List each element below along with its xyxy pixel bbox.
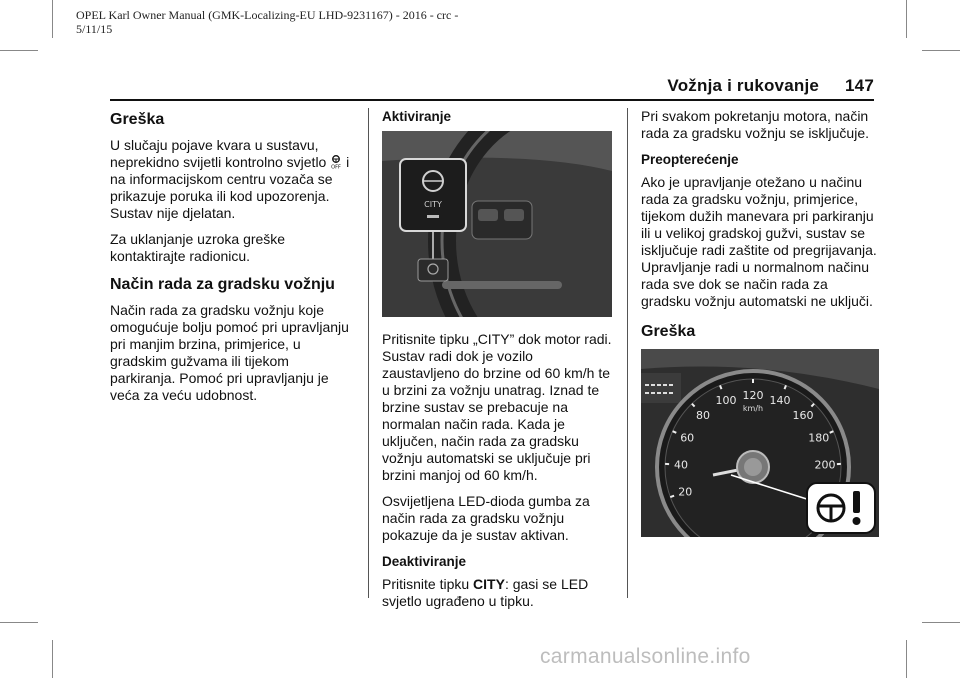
gauge-tick-mark — [670, 496, 674, 497]
gauge-tick-label: 100 — [715, 394, 737, 408]
gauge-tick-label: 160 — [792, 409, 814, 423]
gauge-tick-label: 20 — [678, 485, 693, 499]
section-title: Vožnja i rukovanje — [667, 76, 820, 95]
column-2 — [382, 108, 612, 619]
crop-mark — [906, 0, 907, 38]
paragraph — [110, 137, 355, 222]
column-divider — [368, 108, 369, 598]
column-1 — [110, 108, 355, 413]
heading-city-mode: Način rada za gradsku vožnju — [110, 276, 335, 293]
column-divider — [627, 108, 628, 598]
crop-mark — [922, 50, 960, 51]
paragraph: Ako je upravljanje otežano u načinu rada za gradsku vožnju, primjerice, tijekom dužih manevara pri parkiranju ili u velikoj gradskoj gužvi, sustav se isključuje radi zaštite od pregrijavanja. Upravljanje radi u normalnom načinu rada sve dok se način rada za gradsku vožnju automatski ne uključi. — [641, 174, 877, 309]
gauge-tick-mark — [720, 385, 722, 389]
paragraph-text: i na informacijskom centru vozača se prikazuje poruka ili kod upozorenja. Sustav nije djelatan. — [110, 154, 350, 221]
svg-text:OFF: OFF — [331, 164, 342, 169]
speedometer-photo — [641, 349, 879, 537]
city-button-label: CITY — [424, 200, 442, 209]
heading-overload: Preopterećenje — [641, 152, 739, 167]
paragraph: Pritisnite tipku „CITY” dok motor radi. Sustav radi dok je vozilo zaustavljeno do brzine od 60 km/h te u brzini za vožnju unatrag. Iznad te brzine sustav se prebacuje na normalan način rada. Kada je uključen, način rada za gradsku vožnju automatski se uključuje pri brzini manjoj od 60 km/h. — [382, 331, 612, 483]
city-keyword: CITY — [473, 576, 505, 592]
column-3 — [641, 108, 879, 537]
heading-fault-2: Greška — [641, 323, 696, 340]
crop-mark — [922, 622, 960, 623]
gauge-tick-label: 40 — [674, 458, 688, 472]
paragraph-text: Pritisnite tipku — [382, 576, 474, 592]
gauge-tick-mark — [785, 385, 787, 389]
crop-mark — [52, 640, 53, 678]
header-rule — [110, 99, 874, 101]
watermark: carmanualsonline.info — [540, 645, 751, 668]
paragraph-text: : gasi se LED svjetlo ugrađeno u tipku. — [382, 576, 589, 609]
document-meta: OPEL Karl Owner Manual (GMK-Localizing-EU LHD-9231167) - 2016 - crc - 5/11/15 — [76, 8, 459, 36]
running-header — [667, 76, 874, 96]
paragraph — [382, 576, 612, 610]
crop-mark — [52, 0, 53, 38]
heading-activation: Aktiviranje — [382, 109, 452, 124]
gauge-tick-label: 80 — [696, 409, 710, 423]
gauge-tick-label: 120 — [742, 389, 764, 402]
paragraph-text: U slučaju pojave kvara u sustavu, neprekidno svijetli kontrolno svjetlo — [110, 137, 327, 170]
paragraph: Osvijetljena LED-dioda gumba za način rada za gradsku vožnju pokazuje da je sustav aktivan. — [382, 493, 590, 543]
city-button-photo — [382, 131, 612, 317]
paragraph: Način rada za gradsku vožnju koje omogućuje bolju pomoć pri upravljanju pri manjim brzina, primjerice, u gradskim gužvama ili tijekom parkiranja. Pomoć pri upravljanju je veća za veću udobnost. — [110, 302, 349, 403]
paragraph: Za uklanjanje uzroka greške kontaktirajte radionicu. — [110, 231, 286, 264]
gauge-tick-label: 60 — [680, 431, 695, 445]
crop-mark — [0, 50, 38, 51]
page-number: 147 — [845, 76, 874, 95]
heading-deactivation: Deaktiviranje — [382, 554, 467, 569]
gauge-tick-label: 180 — [808, 431, 830, 445]
gauge-unit: km/h — [742, 404, 764, 413]
gauge-tick-label: 200 — [814, 458, 836, 472]
gauge-tick-label: 140 — [769, 394, 791, 408]
crop-mark — [906, 640, 907, 678]
steering-warning-icon — [330, 155, 342, 169]
paragraph: Pri svakom pokretanju motora, način rada za gradsku vožnju se isključuje. — [641, 108, 870, 141]
heading-fault: Greška — [110, 111, 165, 128]
crop-mark — [0, 622, 38, 623]
